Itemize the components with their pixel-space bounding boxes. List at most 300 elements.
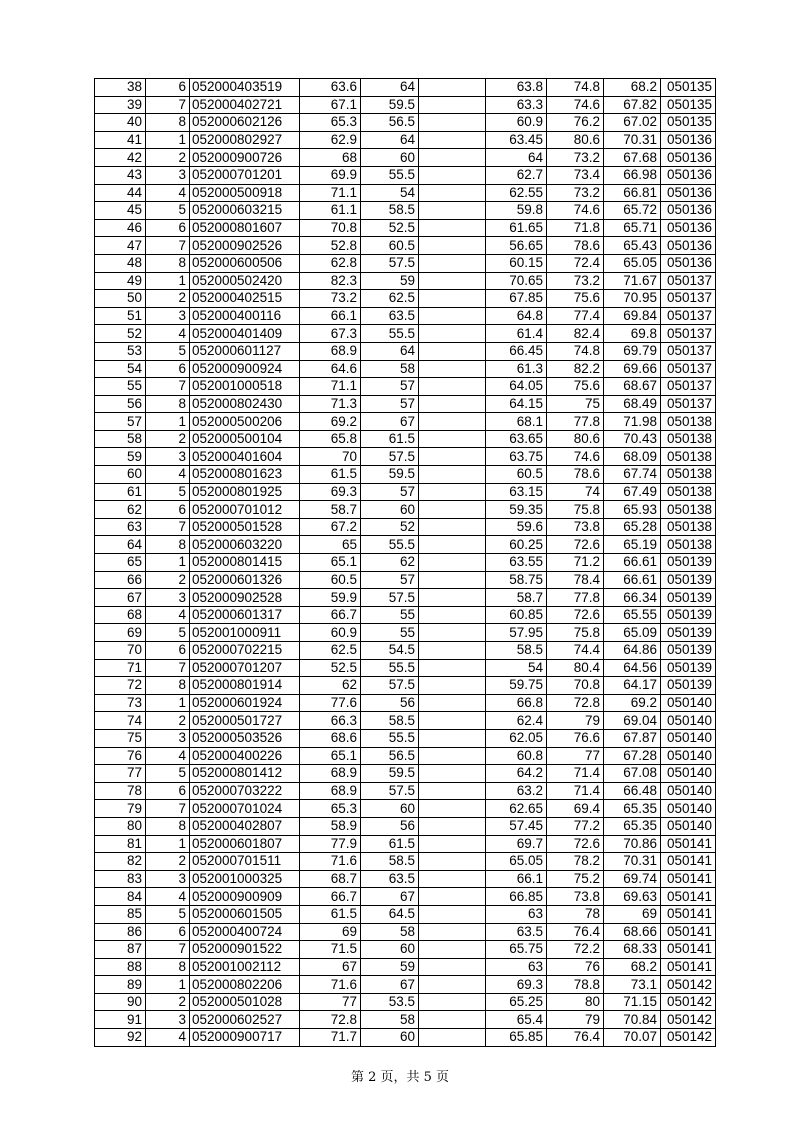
blank-cell [419, 466, 486, 484]
group-order-cell: 5 [146, 905, 190, 923]
total-cell: 66.61 [604, 571, 661, 589]
seq-cell: 80 [95, 817, 146, 835]
position-code-cell: 050141 [661, 958, 716, 976]
score-b-cell: 57 [361, 395, 419, 413]
group-order-cell: 6 [146, 79, 190, 97]
table-row [95, 149, 716, 167]
blank-cell [419, 184, 486, 202]
position-code-cell: 050140 [661, 712, 716, 730]
score-a-cell: 65.1 [300, 554, 361, 572]
weighted-cell: 63 [486, 905, 547, 923]
score-a-cell: 67.1 [300, 96, 361, 114]
position-code-cell: 050142 [661, 1029, 716, 1047]
position-code-cell: 050135 [661, 79, 716, 97]
score-b-cell: 59.5 [361, 466, 419, 484]
position-code-cell: 050141 [661, 835, 716, 853]
score-b-cell: 55 [361, 606, 419, 624]
interview-cell: 74 [547, 483, 604, 501]
score-b-cell: 64.5 [361, 905, 419, 923]
blank-cell [419, 378, 486, 396]
score-b-cell: 57.5 [361, 782, 419, 800]
blank-cell [419, 589, 486, 607]
table-row [95, 589, 716, 607]
group-order-cell: 3 [146, 166, 190, 184]
seq-cell: 50 [95, 290, 146, 308]
blank-cell [419, 536, 486, 554]
total-cell: 68.67 [604, 378, 661, 396]
seq-cell: 55 [95, 378, 146, 396]
weighted-cell: 64.8 [486, 307, 547, 325]
score-a-cell: 59.9 [300, 589, 361, 607]
score-a-cell: 66.7 [300, 606, 361, 624]
interview-cell: 78.4 [547, 571, 604, 589]
position-code-cell: 050136 [661, 184, 716, 202]
seq-cell: 92 [95, 1029, 146, 1047]
weighted-cell: 63.2 [486, 782, 547, 800]
interview-cell: 75.2 [547, 870, 604, 888]
score-a-cell: 71.6 [300, 853, 361, 871]
score-a-cell: 72.8 [300, 1011, 361, 1029]
score-b-cell: 57 [361, 483, 419, 501]
position-code-cell: 050135 [661, 96, 716, 114]
interview-cell: 77.4 [547, 307, 604, 325]
score-a-cell: 77 [300, 993, 361, 1011]
blank-cell [419, 290, 486, 308]
group-order-cell: 7 [146, 659, 190, 677]
blank-cell [419, 1011, 486, 1029]
group-order-cell: 6 [146, 360, 190, 378]
total-cell: 71.67 [604, 272, 661, 290]
total-cell: 69.8 [604, 325, 661, 343]
seq-cell: 65 [95, 554, 146, 572]
score-b-cell: 55 [361, 624, 419, 642]
exam-id-cell: 052000900717 [190, 1029, 300, 1047]
score-b-cell: 60 [361, 800, 419, 818]
group-order-cell: 4 [146, 325, 190, 343]
score-a-cell: 67.2 [300, 518, 361, 536]
seq-cell: 72 [95, 677, 146, 695]
group-order-cell: 7 [146, 378, 190, 396]
score-b-cell: 57.5 [361, 677, 419, 695]
score-b-cell: 56 [361, 817, 419, 835]
exam-id-cell: 052000402807 [190, 817, 300, 835]
group-order-cell: 3 [146, 870, 190, 888]
position-code-cell: 050138 [661, 483, 716, 501]
position-code-cell: 050140 [661, 765, 716, 783]
seq-cell: 46 [95, 219, 146, 237]
interview-cell: 69.4 [547, 800, 604, 818]
score-b-cell: 59.5 [361, 96, 419, 114]
total-cell: 65.72 [604, 202, 661, 220]
total-cell: 65.28 [604, 518, 661, 536]
score-b-cell: 52 [361, 518, 419, 536]
seq-cell: 70 [95, 642, 146, 660]
exam-id-cell: 052000401409 [190, 325, 300, 343]
blank-cell [419, 342, 486, 360]
seq-cell: 53 [95, 342, 146, 360]
position-code-cell: 050137 [661, 272, 716, 290]
weighted-cell: 60.8 [486, 747, 547, 765]
score-a-cell: 71.1 [300, 184, 361, 202]
interview-cell: 80.6 [547, 430, 604, 448]
table-row [95, 782, 716, 800]
position-code-cell: 050137 [661, 395, 716, 413]
weighted-cell: 68.1 [486, 413, 547, 431]
weighted-cell: 70.65 [486, 272, 547, 290]
exam-id-cell: 052001000325 [190, 870, 300, 888]
interview-cell: 74.8 [547, 342, 604, 360]
interview-cell: 72.2 [547, 941, 604, 959]
seq-cell: 67 [95, 589, 146, 607]
table-row [95, 131, 716, 149]
group-order-cell: 6 [146, 642, 190, 660]
position-code-cell: 050140 [661, 694, 716, 712]
score-a-cell: 68.9 [300, 342, 361, 360]
position-code-cell: 050139 [661, 589, 716, 607]
position-code-cell: 050139 [661, 554, 716, 572]
weighted-cell: 61.65 [486, 219, 547, 237]
score-a-cell: 61.5 [300, 466, 361, 484]
total-cell: 64.86 [604, 642, 661, 660]
position-code-cell: 050138 [661, 501, 716, 519]
weighted-cell: 64.15 [486, 395, 547, 413]
seq-cell: 47 [95, 237, 146, 255]
table-row [95, 870, 716, 888]
exam-id-cell: 052000900726 [190, 149, 300, 167]
seq-cell: 89 [95, 976, 146, 994]
group-order-cell: 1 [146, 554, 190, 572]
score-b-cell: 54.5 [361, 642, 419, 660]
group-order-cell: 2 [146, 993, 190, 1011]
exam-id-cell: 052000802927 [190, 131, 300, 149]
total-cell: 66.48 [604, 782, 661, 800]
score-table [94, 78, 716, 1047]
score-b-cell: 55.5 [361, 166, 419, 184]
blank-cell [419, 817, 486, 835]
blank-cell [419, 624, 486, 642]
blank-cell [419, 272, 486, 290]
weighted-cell: 59.6 [486, 518, 547, 536]
blank-cell [419, 131, 486, 149]
score-a-cell: 68.6 [300, 729, 361, 747]
position-code-cell: 050137 [661, 325, 716, 343]
interview-cell: 77.2 [547, 817, 604, 835]
seq-cell: 57 [95, 413, 146, 431]
seq-cell: 62 [95, 501, 146, 519]
exam-id-cell: 052000602126 [190, 114, 300, 132]
weighted-cell: 61.4 [486, 325, 547, 343]
score-a-cell: 68.9 [300, 765, 361, 783]
group-order-cell: 1 [146, 131, 190, 149]
blank-cell [419, 237, 486, 255]
interview-cell: 77 [547, 747, 604, 765]
interview-cell: 76.2 [547, 114, 604, 132]
score-a-cell: 60.5 [300, 571, 361, 589]
score-a-cell: 71.6 [300, 976, 361, 994]
score-b-cell: 55.5 [361, 325, 419, 343]
seq-cell: 85 [95, 905, 146, 923]
exam-id-cell: 052000702215 [190, 642, 300, 660]
interview-cell: 71.4 [547, 782, 604, 800]
total-cell: 70.43 [604, 430, 661, 448]
interview-cell: 73.2 [547, 149, 604, 167]
score-a-cell: 66.7 [300, 888, 361, 906]
exam-id-cell: 052000701207 [190, 659, 300, 677]
exam-id-cell: 052000900909 [190, 888, 300, 906]
seq-cell: 41 [95, 131, 146, 149]
total-cell: 67.28 [604, 747, 661, 765]
score-b-cell: 56.5 [361, 114, 419, 132]
score-b-cell: 62 [361, 554, 419, 572]
seq-cell: 63 [95, 518, 146, 536]
group-order-cell: 1 [146, 413, 190, 431]
weighted-cell: 60.25 [486, 536, 547, 554]
seq-cell: 74 [95, 712, 146, 730]
exam-id-cell: 052000801607 [190, 219, 300, 237]
weighted-cell: 63.65 [486, 430, 547, 448]
interview-cell: 80.6 [547, 131, 604, 149]
interview-cell: 71.8 [547, 219, 604, 237]
score-a-cell: 70.8 [300, 219, 361, 237]
blank-cell [419, 800, 486, 818]
exam-id-cell: 052000601127 [190, 342, 300, 360]
table-row [95, 466, 716, 484]
blank-cell [419, 976, 486, 994]
weighted-cell: 62.05 [486, 729, 547, 747]
seq-cell: 60 [95, 466, 146, 484]
position-code-cell: 050138 [661, 413, 716, 431]
weighted-cell: 69.3 [486, 976, 547, 994]
group-order-cell: 3 [146, 448, 190, 466]
position-code-cell: 050139 [661, 624, 716, 642]
position-code-cell: 050137 [661, 378, 716, 396]
score-a-cell: 63.6 [300, 79, 361, 97]
blank-cell [419, 835, 486, 853]
exam-id-cell: 052000900924 [190, 360, 300, 378]
group-order-cell: 6 [146, 219, 190, 237]
weighted-cell: 58.5 [486, 642, 547, 660]
score-b-cell: 64 [361, 131, 419, 149]
seq-cell: 39 [95, 96, 146, 114]
seq-cell: 51 [95, 307, 146, 325]
weighted-cell: 66.45 [486, 342, 547, 360]
group-order-cell: 8 [146, 677, 190, 695]
seq-cell: 42 [95, 149, 146, 167]
blank-cell [419, 729, 486, 747]
exam-id-cell: 052001000518 [190, 378, 300, 396]
position-code-cell: 050139 [661, 677, 716, 695]
score-a-cell: 64.6 [300, 360, 361, 378]
exam-id-cell: 052000500206 [190, 413, 300, 431]
position-code-cell: 050138 [661, 466, 716, 484]
blank-cell [419, 554, 486, 572]
weighted-cell: 54 [486, 659, 547, 677]
total-cell: 69.84 [604, 307, 661, 325]
total-cell: 73.1 [604, 976, 661, 994]
score-a-cell: 67.3 [300, 325, 361, 343]
table-row [95, 905, 716, 923]
blank-cell [419, 360, 486, 378]
weighted-cell: 63.3 [486, 96, 547, 114]
interview-cell: 79 [547, 1011, 604, 1029]
table-row [95, 817, 716, 835]
interview-cell: 73.8 [547, 888, 604, 906]
blank-cell [419, 79, 486, 97]
score-b-cell: 57.5 [361, 589, 419, 607]
score-b-cell: 55.5 [361, 659, 419, 677]
table-row [95, 342, 716, 360]
table-row [95, 219, 716, 237]
group-order-cell: 7 [146, 941, 190, 959]
score-b-cell: 59 [361, 272, 419, 290]
total-cell: 71.98 [604, 413, 661, 431]
interview-cell: 74.6 [547, 448, 604, 466]
blank-cell [419, 993, 486, 1011]
position-code-cell: 050137 [661, 307, 716, 325]
table-row [95, 202, 716, 220]
exam-id-cell: 052000701511 [190, 853, 300, 871]
total-cell: 69.66 [604, 360, 661, 378]
score-b-cell: 58 [361, 1011, 419, 1029]
position-code-cell: 050137 [661, 290, 716, 308]
exam-id-cell: 052000801415 [190, 554, 300, 572]
group-order-cell: 5 [146, 765, 190, 783]
score-a-cell: 65.3 [300, 800, 361, 818]
seq-cell: 71 [95, 659, 146, 677]
position-code-cell: 050142 [661, 1011, 716, 1029]
interview-cell: 75.8 [547, 624, 604, 642]
interview-cell: 74.6 [547, 202, 604, 220]
seq-cell: 44 [95, 184, 146, 202]
interview-cell: 82.4 [547, 325, 604, 343]
interview-cell: 73.4 [547, 166, 604, 184]
total-cell: 67.87 [604, 729, 661, 747]
blank-cell [419, 571, 486, 589]
blank-cell [419, 870, 486, 888]
total-cell: 69.74 [604, 870, 661, 888]
position-code-cell: 050137 [661, 342, 716, 360]
score-b-cell: 60.5 [361, 237, 419, 255]
interview-cell: 71.4 [547, 765, 604, 783]
weighted-cell: 67.85 [486, 290, 547, 308]
group-order-cell: 4 [146, 747, 190, 765]
table-row [95, 518, 716, 536]
score-a-cell: 62.9 [300, 131, 361, 149]
interview-cell: 72.6 [547, 536, 604, 554]
interview-cell: 78.6 [547, 466, 604, 484]
position-code-cell: 050139 [661, 571, 716, 589]
seq-cell: 38 [95, 79, 146, 97]
table-row [95, 483, 716, 501]
score-b-cell: 57.5 [361, 254, 419, 272]
score-a-cell: 66.3 [300, 712, 361, 730]
total-cell: 65.09 [604, 624, 661, 642]
table-row [95, 712, 716, 730]
total-cell: 68.09 [604, 448, 661, 466]
blank-cell [419, 96, 486, 114]
interview-cell: 70.8 [547, 677, 604, 695]
blank-cell [419, 501, 486, 519]
blank-cell [419, 307, 486, 325]
interview-cell: 80 [547, 993, 604, 1011]
group-order-cell: 6 [146, 782, 190, 800]
weighted-cell: 63.75 [486, 448, 547, 466]
table-row [95, 800, 716, 818]
total-cell: 65.35 [604, 817, 661, 835]
group-order-cell: 1 [146, 272, 190, 290]
score-b-cell: 63.5 [361, 870, 419, 888]
position-code-cell: 050135 [661, 114, 716, 132]
blank-cell [419, 395, 486, 413]
total-cell: 66.61 [604, 554, 661, 572]
total-cell: 65.05 [604, 254, 661, 272]
seq-cell: 75 [95, 729, 146, 747]
position-code-cell: 050138 [661, 518, 716, 536]
seq-cell: 45 [95, 202, 146, 220]
score-b-cell: 57 [361, 378, 419, 396]
table-row [95, 624, 716, 642]
interview-cell: 78 [547, 905, 604, 923]
seq-cell: 48 [95, 254, 146, 272]
blank-cell [419, 219, 486, 237]
interview-cell: 71.2 [547, 554, 604, 572]
weighted-cell: 62.65 [486, 800, 547, 818]
group-order-cell: 8 [146, 817, 190, 835]
position-code-cell: 050140 [661, 747, 716, 765]
position-code-cell: 050140 [661, 729, 716, 747]
table-row [95, 184, 716, 202]
score-a-cell: 52.5 [300, 659, 361, 677]
weighted-cell: 65.85 [486, 1029, 547, 1047]
position-code-cell: 050142 [661, 976, 716, 994]
total-cell: 66.98 [604, 166, 661, 184]
table-row [95, 501, 716, 519]
table-row [95, 554, 716, 572]
group-order-cell: 8 [146, 536, 190, 554]
seq-cell: 78 [95, 782, 146, 800]
interview-cell: 82.2 [547, 360, 604, 378]
table-row [95, 448, 716, 466]
group-order-cell: 6 [146, 501, 190, 519]
group-order-cell: 2 [146, 712, 190, 730]
weighted-cell: 59.8 [486, 202, 547, 220]
exam-id-cell: 052000503526 [190, 729, 300, 747]
blank-cell [419, 166, 486, 184]
interview-cell: 74.6 [547, 96, 604, 114]
exam-id-cell: 052000701201 [190, 166, 300, 184]
total-cell: 65.93 [604, 501, 661, 519]
total-cell: 69.79 [604, 342, 661, 360]
table-row [95, 360, 716, 378]
score-a-cell: 71.1 [300, 378, 361, 396]
table-row [95, 835, 716, 853]
group-order-cell: 7 [146, 800, 190, 818]
total-cell: 68.33 [604, 941, 661, 959]
seq-cell: 77 [95, 765, 146, 783]
score-b-cell: 59 [361, 958, 419, 976]
blank-cell [419, 853, 486, 871]
score-b-cell: 61.5 [361, 835, 419, 853]
table-row [95, 395, 716, 413]
exam-id-cell: 052000600506 [190, 254, 300, 272]
position-code-cell: 050141 [661, 870, 716, 888]
blank-cell [419, 518, 486, 536]
total-cell: 65.55 [604, 606, 661, 624]
exam-id-cell: 052000902526 [190, 237, 300, 255]
blank-cell [419, 325, 486, 343]
score-a-cell: 52.8 [300, 237, 361, 255]
score-a-cell: 77.6 [300, 694, 361, 712]
